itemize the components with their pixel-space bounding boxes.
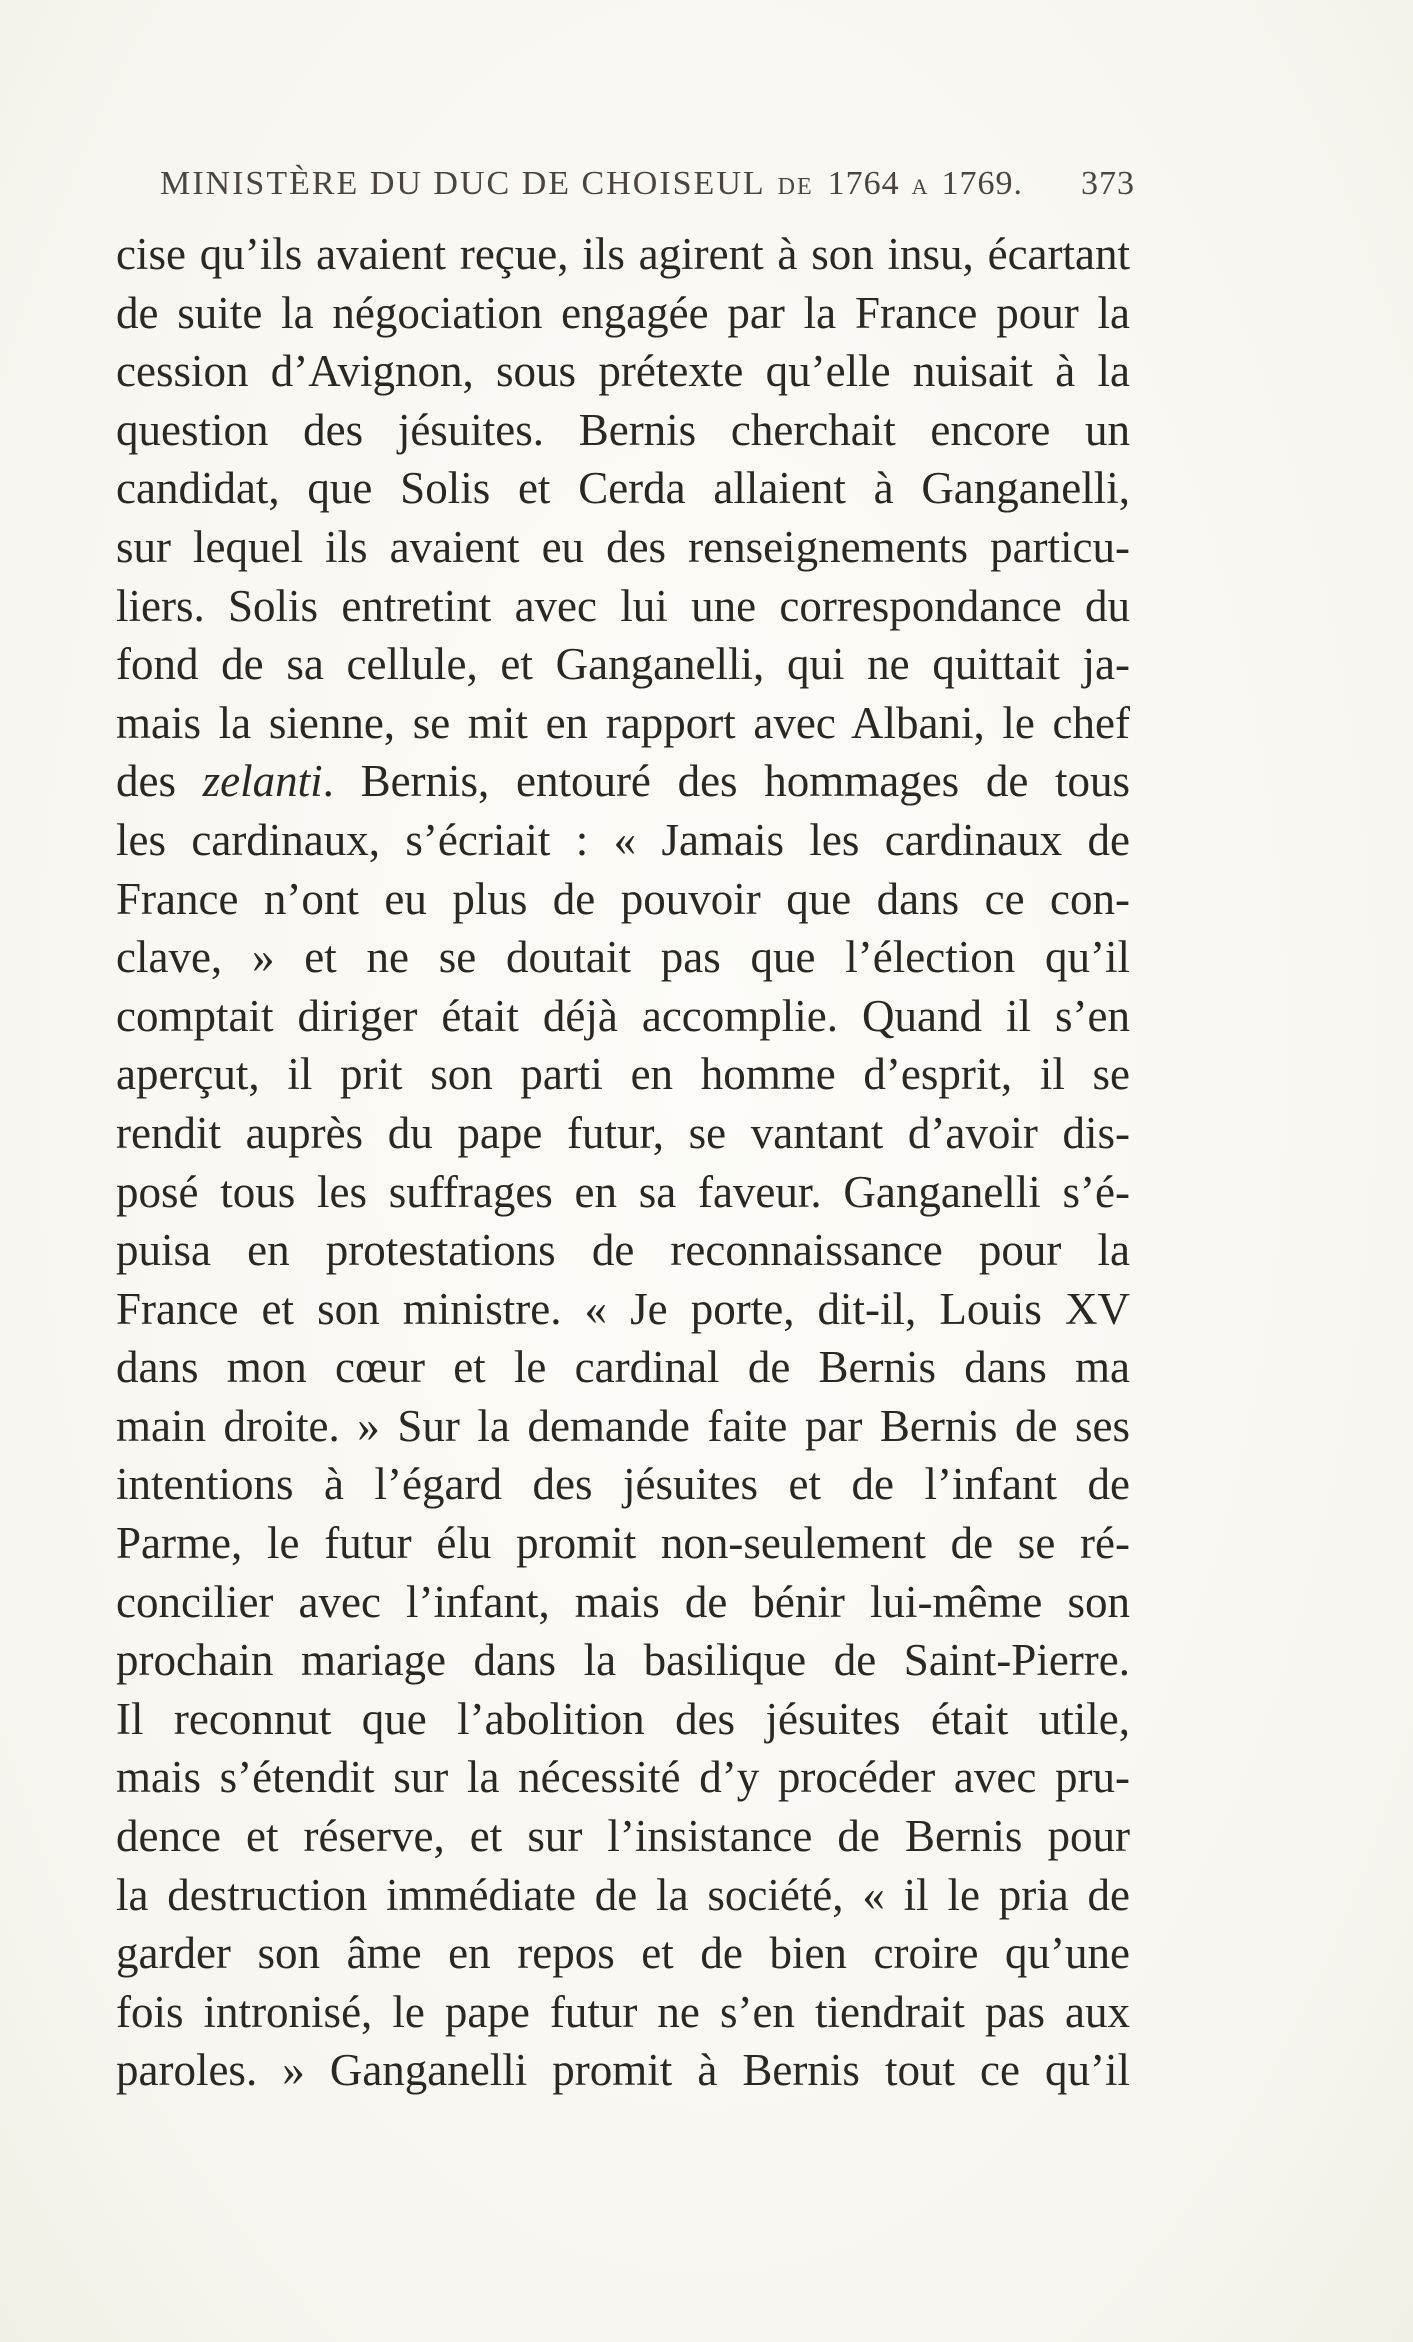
page-number: 373 <box>1081 165 1135 202</box>
text-line: Il reconnut que l’abolition des jésuites était utile, <box>116 1693 1130 1744</box>
year-start: 1764 <box>827 165 900 202</box>
running-header <box>160 165 1135 215</box>
text-line: concilier avec l’infant, mais de bénir lui-même son <box>116 1576 1130 1627</box>
text-line: paroles. » Ganganelli promit à Bernis tout ce qu’il <box>116 2045 1130 2096</box>
body-text <box>116 225 1130 2100</box>
text-line: rendit auprès du pape futur, se vantant d’avoir dis- <box>116 1107 1130 1158</box>
italic-term: zelanti <box>202 756 323 807</box>
text-line: puisa en protestations de reconnaissance pour la <box>116 1225 1130 1276</box>
text-line: cise qu’ils avaient reçue, ils agirent à son insu, écartant <box>116 229 1130 279</box>
text-line: la destruction immédiate de la société, « il le pria de <box>116 1869 1130 1920</box>
text-line: comptait diriger était déjà accomplie. Quand il s’en <box>116 990 1130 1041</box>
text-line: fond de sa cellule, et Ganganelli, qui ne quittait ja- <box>116 639 1130 690</box>
text-line: de suite la négociation engagée par la France pour la <box>116 287 1130 338</box>
text-line: mais la sienne, se mit en rapport avec Albani, le chef <box>116 697 1130 748</box>
text-line: les cardinaux, s’écriait : « Jamais les cardinaux de <box>116 814 1130 865</box>
text-line: Parme, le futur élu promit non-seulement de se ré- <box>116 1518 1130 1569</box>
text-line: aperçut, il prit son parti en homme d’esprit, il se <box>116 1049 1130 1100</box>
text-line: posé tous les suffrages en sa faveur. Ganganelli s’é- <box>116 1166 1130 1217</box>
chapter-title: MINISTÈRE DU DUC DE CHOISEUL <box>160 165 766 202</box>
text-line: main droite. » Sur la demande faite par Bernis de ses <box>116 1400 1130 1451</box>
text-line: sur lequel ils avaient eu des renseignements particu- <box>116 521 1130 572</box>
text-line: garder son âme en repos et de bien croire qu’une <box>116 1928 1130 1979</box>
text-line: France et son ministre. « Je porte, dit-il, Louis XV <box>116 1283 1130 1334</box>
text-line: clave, » et ne se doutait pas que l’élection qu’il <box>116 932 1130 983</box>
text-line: France n’ont eu plus de pouvoir que dans ce con- <box>116 873 1130 924</box>
text-line: candidat, que Solis et Cerda allaient à Ganganelli, <box>116 463 1130 514</box>
text-line: dence et réserve, et sur l’insistance de Bernis pour <box>116 1811 1130 1862</box>
text-line: fois intronisé, le pape futur ne s’en tiendrait pas aux <box>116 1986 1130 2037</box>
header-de: DE <box>777 174 814 200</box>
text-line: liers. Solis entretint avec lui une correspondance du <box>116 580 1130 631</box>
text-line: question des jésuites. Bernis cherchait encore un <box>116 404 1130 455</box>
text-line: intentions à l’égard des jésuites et de l’infant de <box>116 1459 1130 1510</box>
text-line: prochain mariage dans la basilique de Saint-Pierre. <box>116 1635 1130 1686</box>
text-line: mais s’étendit sur la nécessité d’y procéder avec pru- <box>116 1752 1130 1803</box>
year-end: 1769. <box>941 165 1024 202</box>
header-a: A <box>911 174 930 199</box>
text-line: dans mon cœur et le cardinal de Bernis dans ma <box>116 1342 1130 1393</box>
text-line: cession d’Avignon, sous prétexte qu’elle nuisait à la <box>116 346 1130 397</box>
text-line: des zelanti. Bernis, entouré des hommages de tous <box>116 756 1130 807</box>
